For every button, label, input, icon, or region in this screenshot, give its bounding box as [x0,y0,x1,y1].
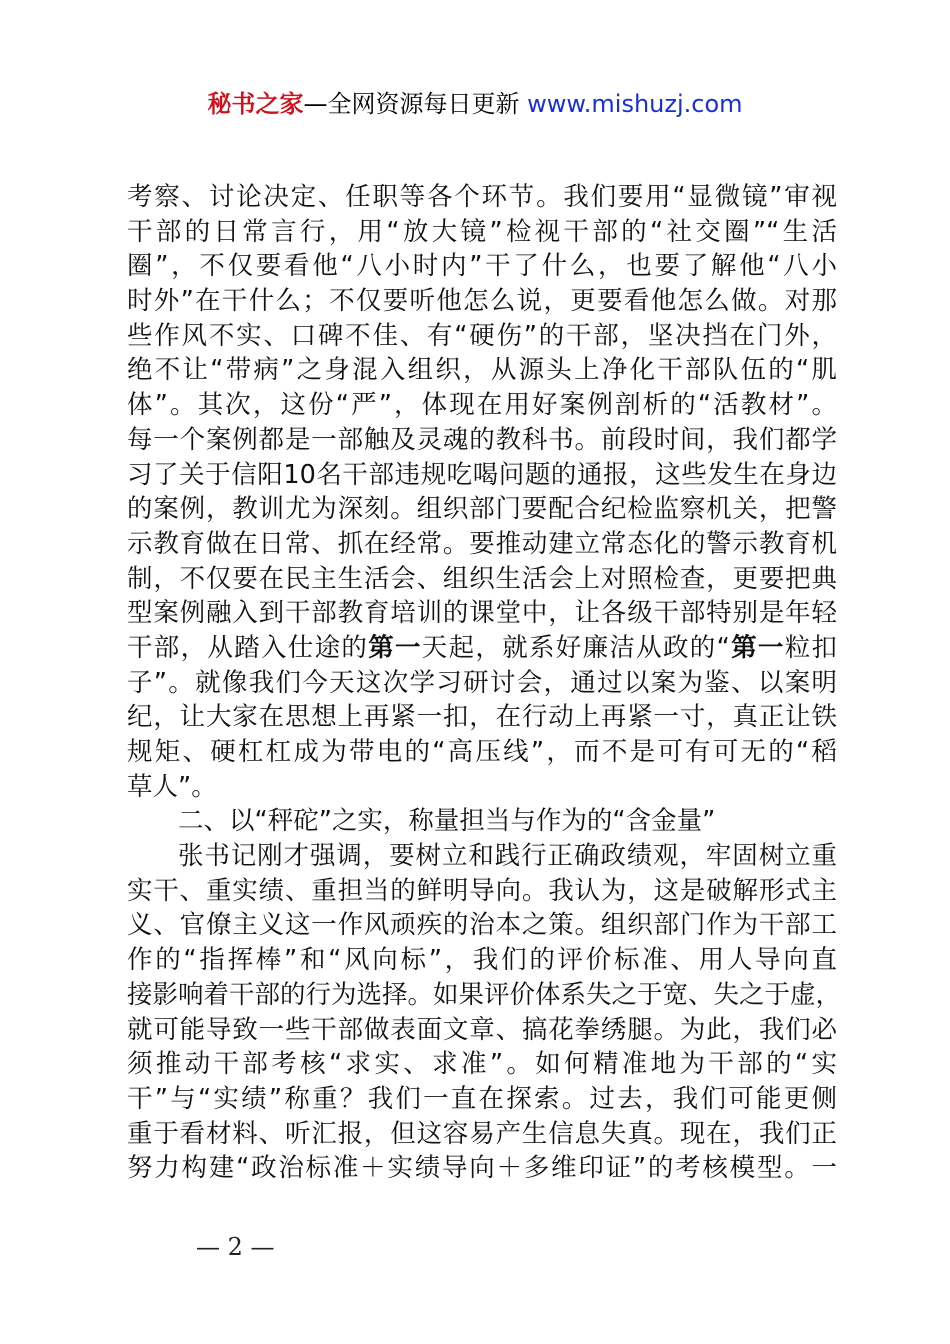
text-line: 绝不让“带病”之身混入组织，从源头上净化干部队伍的“肌 [127,355,837,386]
document-body [127,180,842,1186]
site-header [0,87,950,121]
text-line: 体”。其次，这份“严”，体现在用好案例剖析的“活教材”。 [127,390,837,421]
text-line: 每一个案例都是一部触及灵魂的教科书。前段时间，我们都学 [127,424,837,455]
text-segment: 粒扣 [784,632,837,663]
text-line: 示教育做在日常、抓在经常。要推动建立常态化的警示教育机 [127,528,837,559]
text-line: 制，不仅要在民主生活会、组织生活会上对照检查，更要把典 [127,563,837,594]
site-tagline: —全网资源每日更新 [303,90,528,118]
section-heading: 二、以“秤砣”之实，称量担当与作为的“含金量” [178,806,716,837]
text-line: 些作风不实、口碑不佳、有“硬伤”的干部，坚决挡在门外， [127,320,837,351]
text-line [127,631,837,666]
text-line: 草人”。 [127,771,217,802]
text-line: 型案例融入到干部教育培训的课堂中，让各级干部特别是年轻 [127,598,837,629]
text-line: 重于看材料、听汇报，但这容易产生信息失真。现在，我们正 [127,1118,837,1149]
bold-text: 第一 [368,632,422,663]
text-line: 纪，让大家在思想上再紧一扣，在行动上再紧一寸，真正让铁 [127,702,837,733]
text-line: 时外”在干什么；不仅要听他怎么说，更要看他怎么做。对那 [127,286,837,317]
text-line: 就可能导致一些干部做表面文章、搞花拳绣腿。为此，我们必 [127,1014,837,1045]
text-line: 干部的日常言行，用“放大镜”检视干部的“社交圈”“生活 [127,216,837,247]
text-line: 考察、讨论决定、任职等各个环节。我们要用“显微镜”审视 [127,182,837,212]
text-line: 的案例，教训尤为深刻。组织部门要配合纪检监察机关，把警 [127,494,837,525]
text-segment: 干部，从踏入仕途的 [127,632,369,663]
text-line: 实干、重实绩、重担当的鲜明导向。我认为，这是破解形式主 [127,875,837,906]
text-line: 规矩、硬杠杠成为带电的“高压线”，而不是可有可无的“稻 [127,737,837,767]
text-line: 子”。就像我们今天这次学习研讨会，通过以案为鉴、以案明 [127,667,837,698]
text-line: 接影响着干部的行为选择。如果评价体系失之于宽、失之于虚， [127,979,842,1010]
text-line: 作的“指挥棒”和“风向标”，我们的评价标准、用人导向直 [127,945,837,976]
text-line: 张书记刚才强调，要树立和践行正确政绩观，牢固树立重 [178,841,837,872]
site-brand: 秘书之家 [207,90,304,118]
text-line: 干”与“实绩”称重？我们一直在探索。过去，我们可能更侧 [127,1083,837,1114]
bold-text: 第一 [729,632,785,663]
text-line: 义、官僚主义这一作风顽疾的治本之策。组织部门作为干部工 [127,910,837,941]
page-number: — 2 — [196,1233,275,1261]
text-line: 努力构建“政治标准＋实绩导向＋多维印证”的考核模型。一 [127,1153,837,1184]
text-line: 习了关于信阳10名干部违规吃喝问题的通报，这些发生在身边 [127,459,837,490]
text-line: 圈”，不仅要看他“八小时内”干了什么，也要了解他“八小 [127,251,837,282]
text-line: 须推动干部考核“求实、求准”。如何精准地为干部的“实 [127,1049,837,1080]
site-url: www.mishuzj.com [527,90,743,118]
text-segment: 天起，就系好廉洁从政的“ [421,632,730,663]
